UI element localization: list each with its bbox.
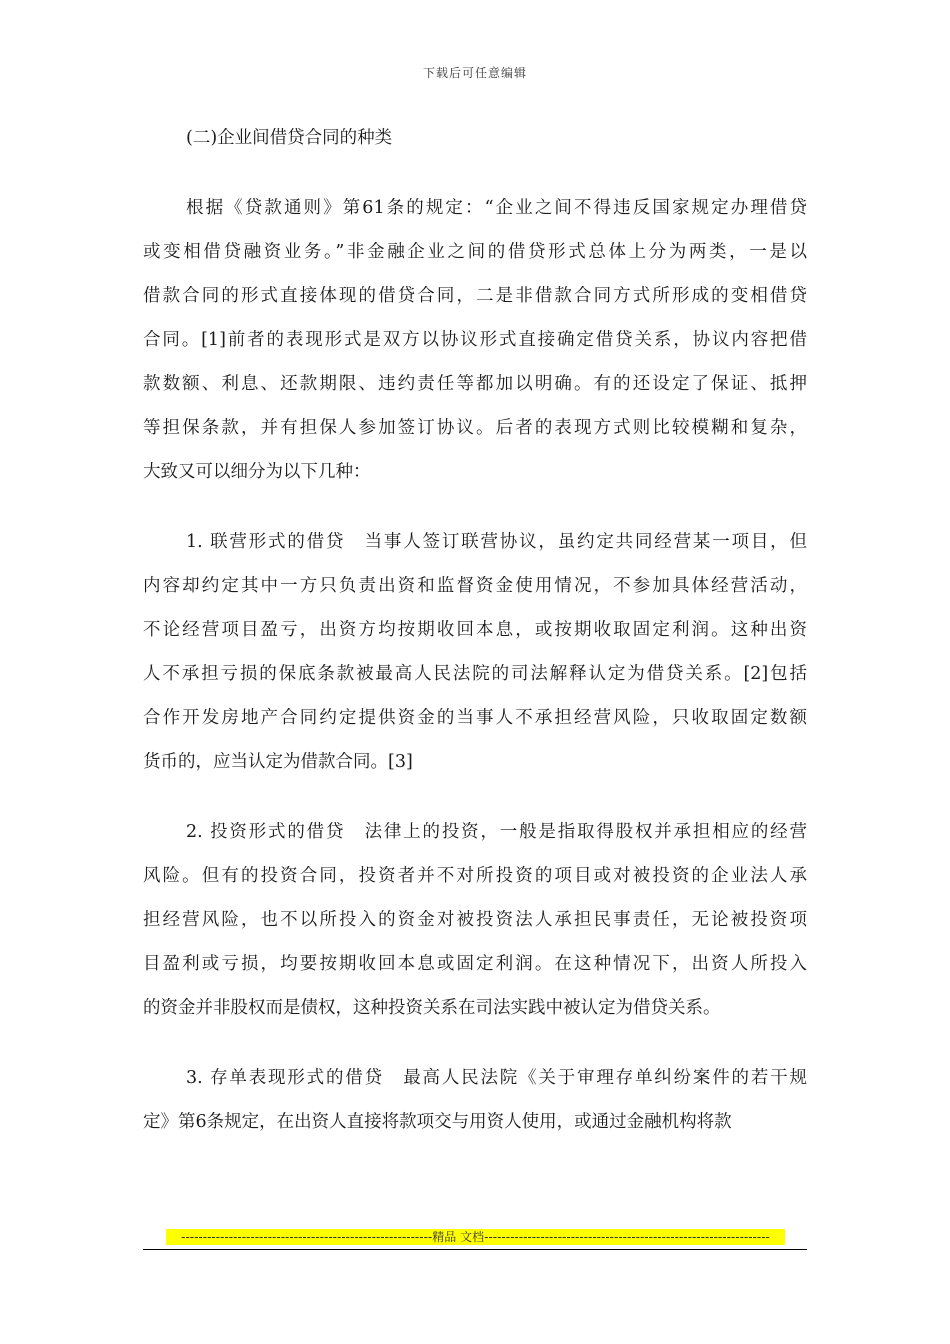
text-line: 合作开发房地产合同约定提供资金的当事人不承担经营风险，只收取固定数额 — [143, 708, 807, 728]
text-line: 担经营风险，也不以所投入的资金对被投资法人承担民事责任，无论被投资项 — [143, 910, 807, 930]
text-line: 货币的，应当认定为借款合同。[3] — [143, 752, 413, 772]
footer-dashes-left: ---------------------------------------------------------- — [181, 1230, 433, 1244]
footer-dashes-right: ------------------------------------------------------------------ — [484, 1230, 770, 1244]
footer-divider — [143, 1249, 807, 1250]
paragraph-item-1 — [143, 520, 807, 784]
text-line: 合同。[1]前者的表现形式是双方以协议形式直接确定借贷关系，协议内容把借 — [143, 330, 807, 350]
paragraph-intro — [143, 186, 807, 494]
text-line: 大致又可以细分为以下几种： — [143, 462, 371, 482]
text-line: 内容却约定其中一方只负责出资和监督资金使用情况，不参加具体经营活动， — [143, 576, 807, 596]
text-line: 风险。但有的投资合同，投资者并不对所投资的项目或对被投资的企业法人承 — [143, 866, 807, 886]
text-line: 1. 联营形式的借贷 当事人签订联营协议，虽约定共同经营某一项目，但 — [186, 532, 807, 552]
text-line: 或变相借贷融资业务。”非金融企业之间的借贷形式总体上分为两类，一是以 — [143, 242, 807, 262]
text-line: 款数额、利息、还款期限、违约责任等都加以明确。有的还设定了保证、抵押 — [143, 374, 807, 394]
text-line: 定》第6条规定，在出资人直接将款项交与用资人使用，或通过金融机构将款 — [143, 1112, 732, 1132]
text-line: 3. 存单表现形式的借贷 最高人民法院《关于审理存单纠纷案件的若干规 — [186, 1068, 807, 1088]
text-line: 人不承担亏损的保底条款被最高人民法院的司法解释认定为借贷关系。[2]包括 — [143, 664, 807, 684]
paragraph-item-2 — [143, 810, 807, 1030]
section-title: (二)企业间借贷合同的种类 — [186, 128, 393, 148]
page-header: 下载后可任意编辑 — [422, 66, 527, 80]
text-line: 根据《贷款通则》第61条的规定：“企业之间不得违反国家规定办理借贷 — [186, 198, 807, 218]
text-line: 借款合同的形式直接体现的借贷合同，二是非借款合同方式所形成的变相借贷 — [143, 286, 807, 306]
text-line: 2. 投资形式的借贷 法律上的投资，一般是指取得股权并承担相应的经营 — [186, 822, 807, 842]
document-body — [143, 112, 807, 1144]
text-line: 不论经营项目盈亏，出资方均按期收回本息，或按期收取固定利润。这种出资 — [143, 620, 807, 640]
footer-label: 精品 文档 — [432, 1230, 485, 1244]
paragraph-item-3 — [143, 1056, 807, 1144]
text-line: 目盈利或亏损，均要按期收回本息或固定利润。在这种情况下，出资人所投入 — [143, 954, 807, 974]
text-line: 的资金并非股权而是债权，这种投资关系在司法实践中被认定为借贷关系。 — [143, 998, 721, 1018]
text-line: 等担保条款，并有担保人参加签订协议。后者的表现方式则比较模糊和复杂， — [143, 418, 807, 438]
footer-banner — [166, 1229, 785, 1245]
